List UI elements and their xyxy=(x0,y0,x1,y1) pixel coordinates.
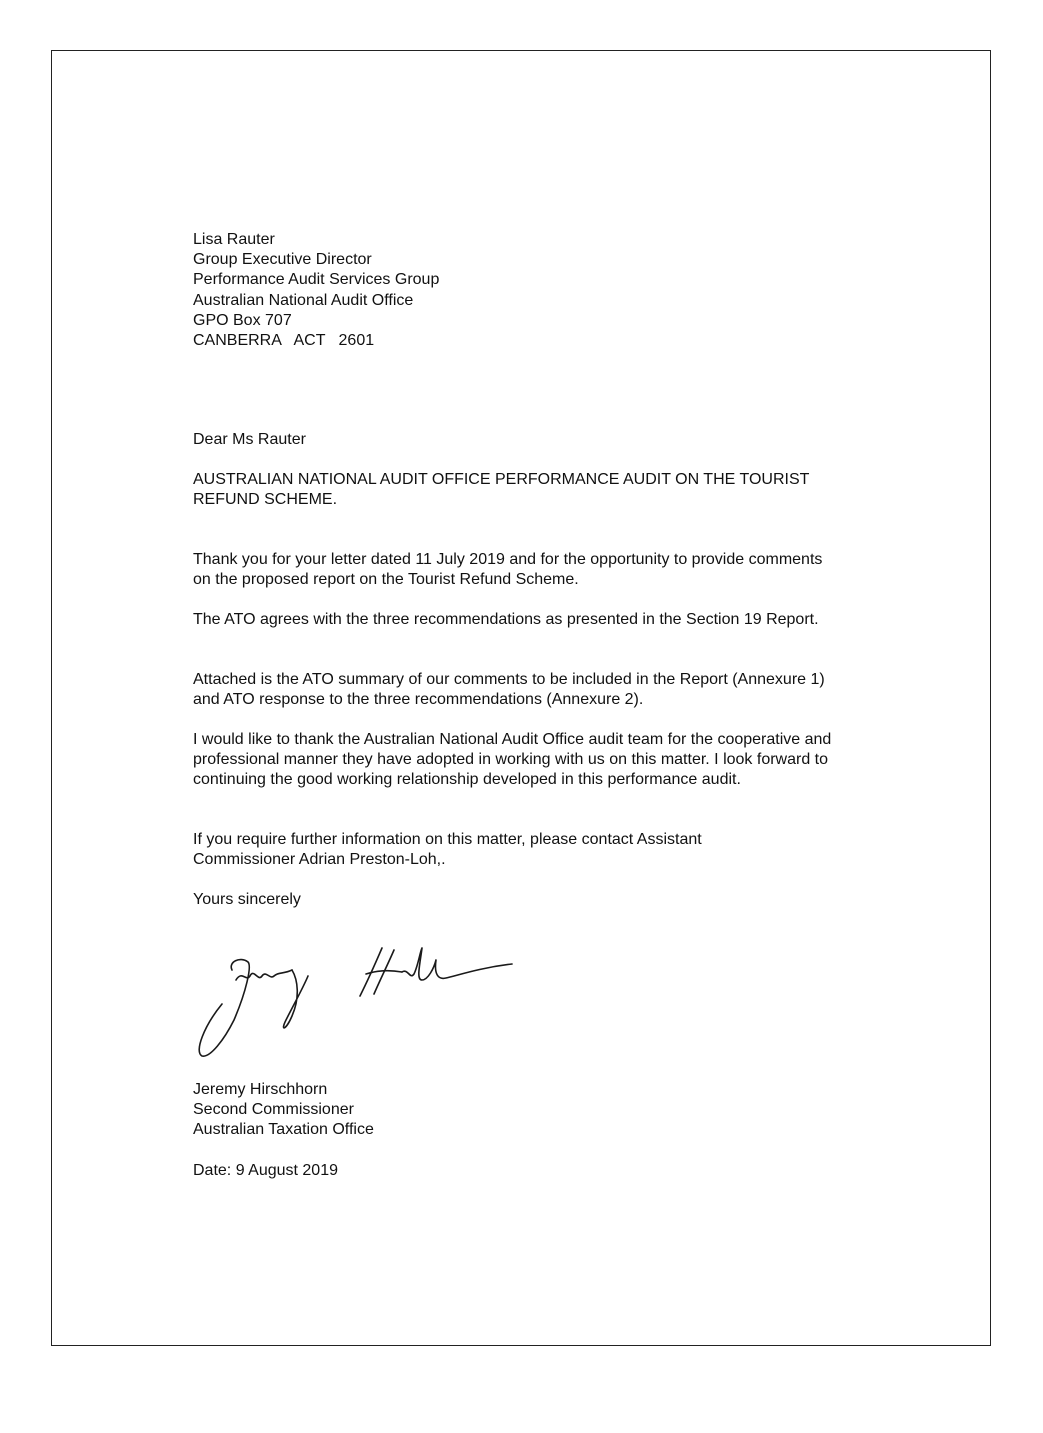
letter-date: Date: 9 August 2019 xyxy=(193,1162,338,1179)
subject-line: AUSTRALIAN NATIONAL AUDIT OFFICE PERFORMANCE AUDIT ON THE TOURIST REFUND SCHEME. xyxy=(193,471,810,509)
recipient-city: CANBERRA ACT 2601 xyxy=(193,332,375,350)
salutation: Dear Ms Rauter xyxy=(193,431,306,448)
recipient-group: Performance Audit Services Group xyxy=(193,271,440,289)
signature-image xyxy=(188,940,528,1065)
body-paragraph-3: Attached is the ATO summary of our comments to be included in the Report (Annexure 1) and ATO response to the three recommendations (Annexure 2). xyxy=(193,671,825,709)
body-paragraph-4: I would like to thank the Australian National Audit Office audit team for the cooperative and professional manner they have adopted in working with us on this matter. I look forward to continuing the good working relationship developed in this performance audit. xyxy=(193,731,832,789)
body-paragraph-2: The ATO agrees with the three recommendations as presented in the Section 19 Report. xyxy=(193,611,819,628)
body-paragraph-5: If you require further information on this matter, please contact Assistant Commissioner Adrian Preston-Loh,. xyxy=(193,831,702,869)
recipient-organisation: Australian National Audit Office xyxy=(193,291,414,309)
closing: Yours sincerely xyxy=(193,891,301,908)
recipient-address xyxy=(193,230,439,351)
recipient-name: Lisa Rauter xyxy=(193,231,275,248)
signatory-title: Second Commissioner xyxy=(193,1101,354,1119)
signatory-block xyxy=(193,1080,374,1141)
signatory-organisation: Australian Taxation Office xyxy=(193,1121,374,1139)
recipient-title: Group Executive Director xyxy=(193,251,372,269)
recipient-po-box: GPO Box 707 xyxy=(193,311,292,329)
signatory-name: Jeremy Hirschhorn xyxy=(193,1081,328,1098)
body-paragraph-1: Thank you for your letter dated 11 July 2019 and for the opportunity to provide comments on the proposed report on the Tourist Refund Scheme. xyxy=(193,551,823,589)
